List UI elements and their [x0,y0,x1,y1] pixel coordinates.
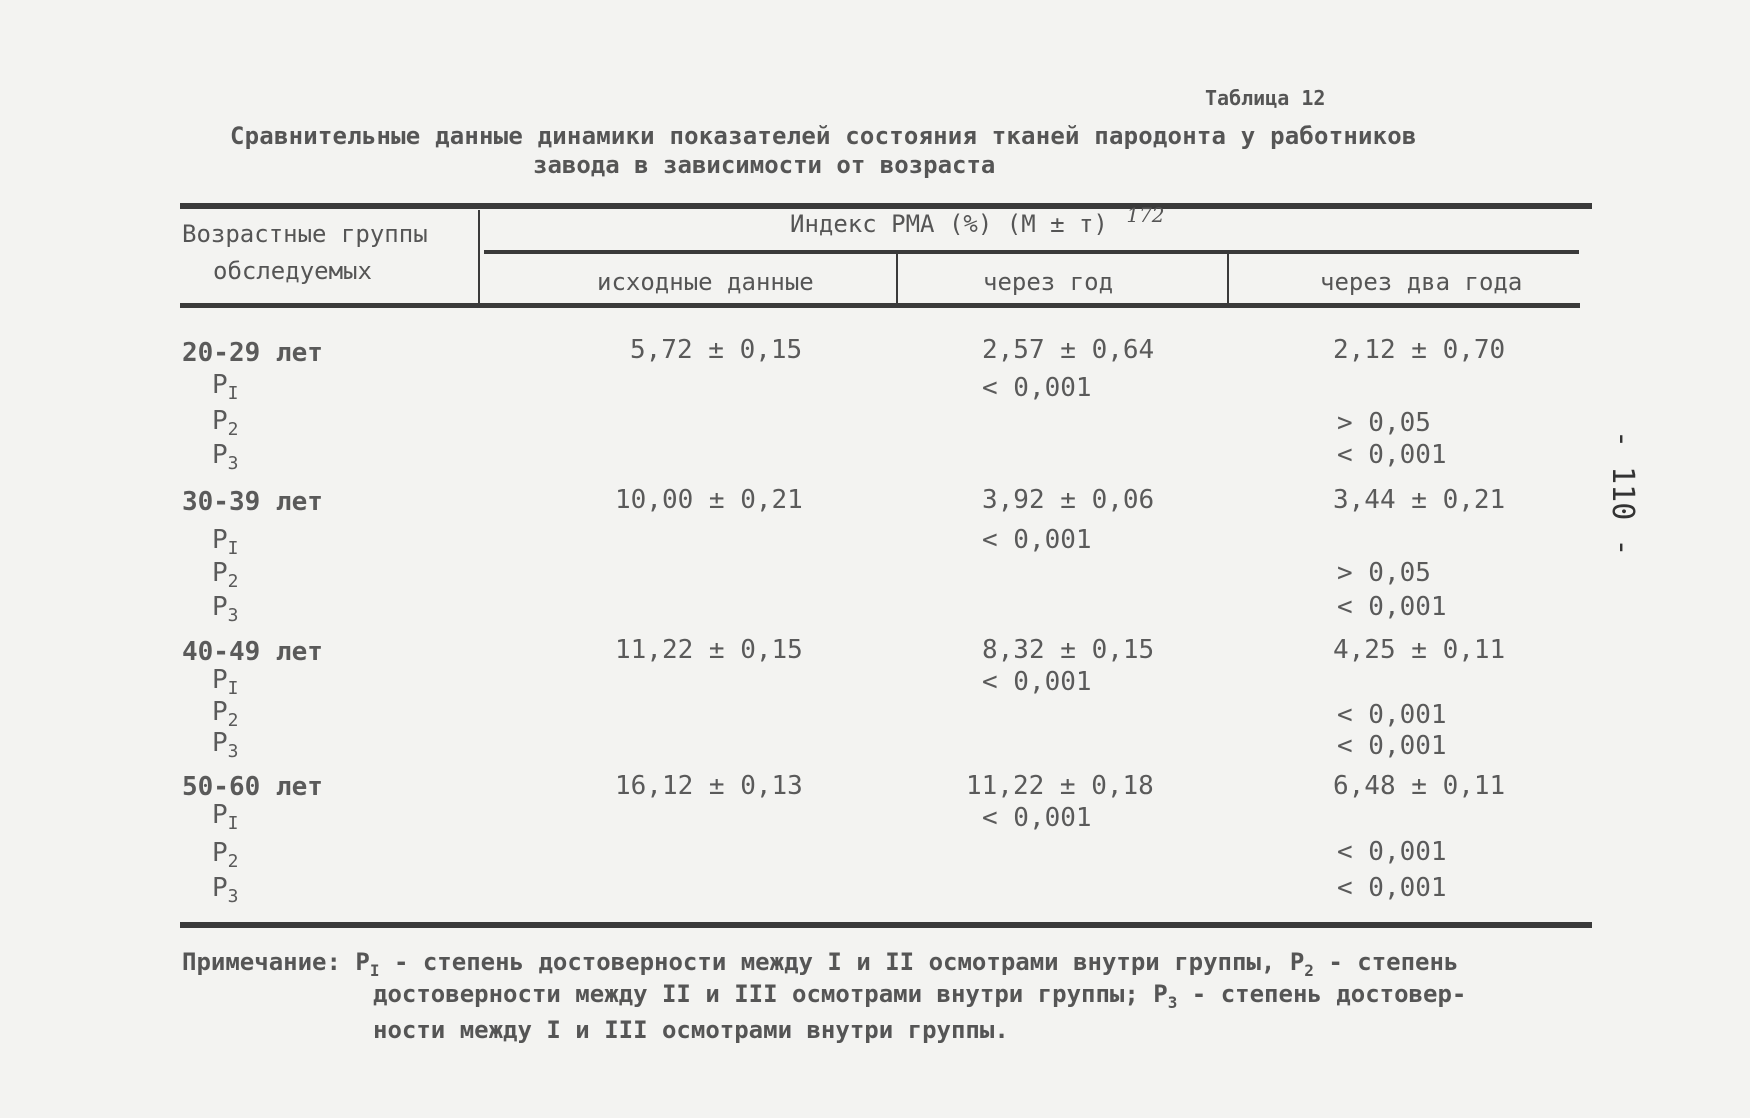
row3-p3-year2: < 0,001 [1337,731,1447,761]
header-after-one-year: через год [983,268,1114,296]
header-initial-data: исходные данные [597,268,814,296]
row3-p1-label: $P_I$ [212,665,239,699]
col-divider-3 [1227,254,1229,304]
row4-p2-label: $P_2$ [212,838,239,872]
col-divider-1 [478,210,480,304]
row4-p3-year2: < 0,001 [1337,873,1447,903]
row-age-50-60: 50-60 лет [182,772,323,802]
row1-year1: 2,57 ± 0,64 [982,335,1155,365]
header-mid-rule [484,250,1579,254]
row1-p3-label: $P_3$ [212,440,239,474]
row1-initial: 5,72 ± 0,15 [630,335,803,365]
row1-p1-label: $P_I$ [212,370,239,404]
row1-p2-label: $P_2$ [212,406,239,440]
row2-p1-label: $P_I$ [212,525,239,559]
table-label: Таблица 12 [1205,86,1326,110]
row2-p2-year2: > 0,05 [1337,558,1431,588]
row2-p3-label: $P_3$ [212,592,239,626]
row4-year2: 6,48 ± 0,11 [1333,771,1506,801]
row4-year1: 11,22 ± 0,18 [966,771,1154,801]
row-age-40-49: 40-49 лет [182,637,323,667]
row4-initial: 16,12 ± 0,13 [615,771,803,801]
note-line-1: Примечание: $P_I$ - степень достоверности между I и II осмотрами внутри группы, $P_2$ - степень [182,948,1459,980]
row-age-30-39: 30-39 лет [182,487,323,517]
row4-p1-year1: < 0,001 [982,803,1092,833]
table-bottom-rule [180,922,1592,928]
row3-p3-label: $P_3$ [212,728,239,762]
row3-p2-year2: < 0,001 [1337,700,1447,730]
note-label: Примечание: [182,948,341,976]
row2-year1: 3,92 ± 0,06 [982,485,1155,515]
row2-initial: 10,00 ± 0,21 [615,485,803,515]
row3-p1-year1: < 0,001 [982,667,1092,697]
row3-year2: 4,25 ± 0,11 [1333,635,1506,665]
row3-year1: 8,32 ± 0,15 [982,635,1155,665]
row1-p2-year2: > 0,05 [1337,408,1431,438]
row2-year2: 3,44 ± 0,21 [1333,485,1506,515]
table-title-line-2: завода в зависимости от возраста [533,151,996,179]
header-age-group-line-2: обследуемых [213,257,372,285]
header-after-two-years: через два года [1320,268,1523,296]
row1-p1-year1: < 0,001 [982,373,1092,403]
note-line-3: ности между I и III осмотрами внутри группы. [373,1016,1009,1044]
row-age-20-29: 20-29 лет [182,338,323,368]
col-divider-2 [896,254,898,304]
row4-p3-label: $P_3$ [212,873,239,907]
row4-p1-label: $P_I$ [212,800,239,834]
header-sample-size: 172 [1126,203,1165,227]
row4-p2-year2: < 0,001 [1337,837,1447,867]
row3-p2-label: $P_2$ [212,697,239,731]
row2-p2-label: $P_2$ [212,558,239,592]
row1-year2: 2,12 ± 0,70 [1333,335,1506,365]
page-number: - 110 - [1605,430,1640,557]
header-age-group-line-1: Возрастные группы [182,220,428,248]
row3-initial: 11,22 ± 0,15 [615,635,803,665]
note-line-2: достоверности между II и III осмотрами внутри группы; $P_3$ - степень достовер- [373,980,1467,1012]
header-index-rma [790,203,1165,238]
header-index-rma-label: Индекс РМА (%) (М ± т) [790,210,1108,238]
row2-p1-year1: < 0,001 [982,525,1092,555]
table-title-line-1: Сравнительные данные динамики показателей состояния тканей пародонта у работников [230,122,1417,150]
table-top-rule [180,203,1592,209]
row2-p3-year2: < 0,001 [1337,592,1447,622]
row1-p3-year2: < 0,001 [1337,440,1447,470]
header-bottom-rule [180,303,1580,308]
